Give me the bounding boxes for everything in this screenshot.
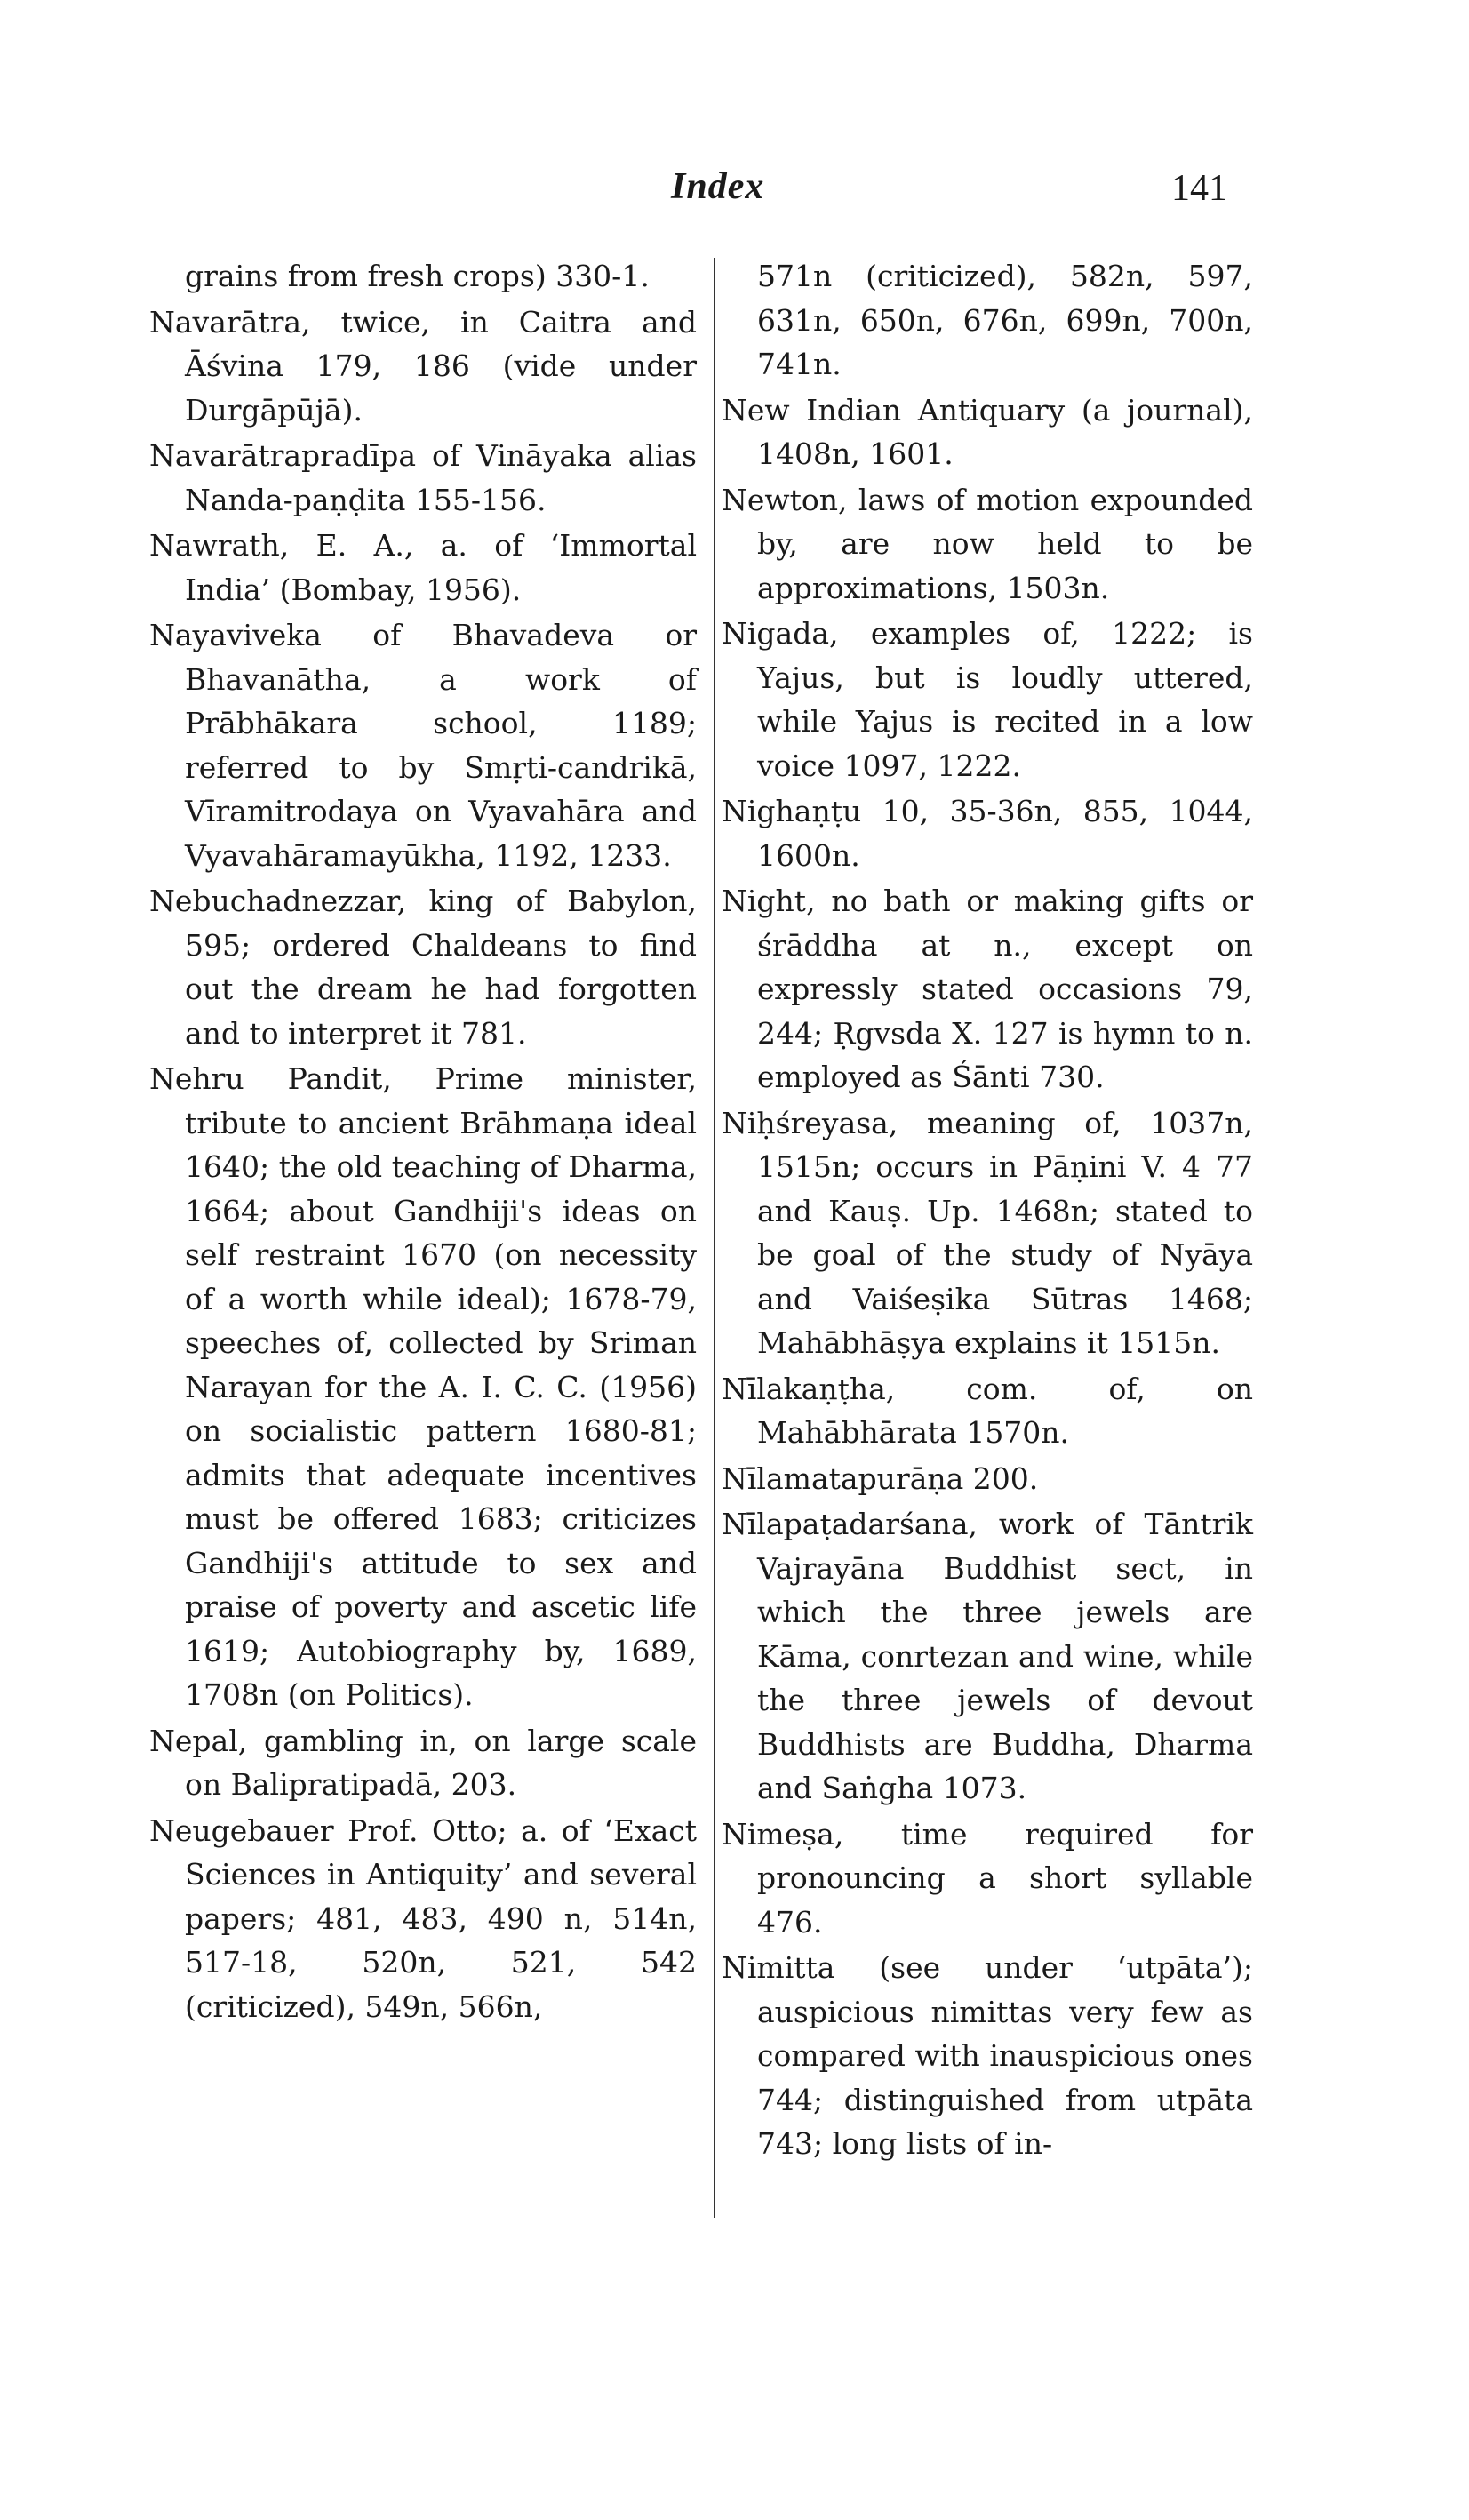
index-entry: Navarātra, twice, in Caitra and Āśvina 179, 186 (vide under Durgāpūjā).: [149, 304, 697, 428]
index-entry: Nawrath, E. A., a. of ‘Immortal India’ (Bombay, 1956).: [149, 528, 697, 607]
index-entry: Navarātrapradīpa of Vināyaka alias Nanda-paṇḍita 155-156.: [149, 438, 697, 517]
index-entry: Newton, laws of motion expounded by, are now held to be approximations, 1503n.: [722, 482, 1253, 605]
running-head-title: Index: [671, 166, 765, 207]
index-entry: Nīlamatapurāṇa 200.: [722, 1460, 1039, 1496]
index-entry: Nimeṣa, time required for pronouncing a short syllable 476.: [722, 1816, 1253, 1940]
index-entry: Nehru Pandit, Prime minister, tribute to ancient Brāhmaṇa ideal 1640; the old teaching of Dharma, 1664; about Gandhiji's ideas on self restraint 1670 (on necessity of a worth while ideal); 1678-79, speeches of, collected by Sriman Narayan for the A. I. C. C. (1956) on socialistic pattern 1680-81; admits that adequate incentives must be offered 1683; criticizes Gandhiji's attitude to sex and praise of poverty and ascetic life 1619; Autobiography by, 1689, 1708n (on Politics).: [149, 1061, 697, 1712]
index-entry: Nepal, gambling in, on large scale on Balipratipadā, 203.: [149, 1723, 697, 1802]
index-entry: Neugebauer Prof. Otto; a. of ‘Exact Sciences in Antiquity’ and several papers; 481, 483, 490 n, 514n, 517-18, 520n, 521, 542 (criticized), 549n, 566n,: [149, 1812, 697, 2024]
index-entry: Nebuchadnezzar, king of Babylon, 595; ordered Chaldeans to find out the dream he had forgotten and to interpret it 781.: [149, 884, 697, 1051]
index-entry: Nighaṇṭu 10, 35-36n, 855, 1044, 1600n.: [722, 794, 1253, 873]
index-entry: Nīlapaṭadarśana, work of Tāntrik Vajrayāna Buddhist sect, in which the three jewels are Kāma, conrtezan and wine, while the three jewels of devout Buddhists are Buddha, Dharma and Saṅgha 1073.: [722, 1507, 1253, 1805]
index-entry: Nimitta (see under ‘utpāta’); auspicious nimittas very few as compared with inauspicious ones 744; distinguished from utpāta 743; long lists of in-: [722, 1950, 1253, 2161]
index-entry: grains from fresh crops) 330-1.: [185, 259, 650, 293]
index-column-left: [149, 254, 697, 2030]
index-entry: Nīlakaṇṭha, com. of, on Mahābhārata 1570n.: [722, 1371, 1253, 1450]
index-entry: New Indian Antiquary (a journal), 1408n, 1601.: [722, 392, 1253, 471]
index-entry: Night, no bath or making gifts or śrāddha at n., except on expressly stated occasions 79, 244; Ṛgvsda X. 127 is hymn to n. employed as Śānti 730.: [722, 884, 1253, 1094]
index-column-right: [722, 254, 1253, 2168]
column-divider: [714, 258, 715, 2218]
index-entry: Nigada, examples of, 1222; is Yajus, but is loudly uttered, while Yajus is recited in a low voice 1097, 1222.: [722, 616, 1253, 783]
index-entry: Niḥśreyasa, meaning of, 1037n, 1515n; occurs in Pāṇini V. 4 77 and Kauṣ. Up. 1468n; stated to be goal of the study of Nyāya and Vaiśeṣika Sūtras 1468; Mahābhāṣya explains it 1515n.: [722, 1105, 1253, 1360]
page-number: 141: [1171, 168, 1227, 209]
index-entry: 571n (criticized), 582n, 597, 631n, 650n, 676n, 699n, 700n, 741n.: [757, 259, 1253, 381]
index-entry: Nayaviveka of Bhavadeva or Bhavanātha, a work of Prābhākara school, 1189; referred to by Smṛti-candrikā, Vīramitrodaya on Vyavahāra and Vyavahāramayūkha, 1192, 1233.: [149, 618, 697, 873]
running-head: [0, 165, 1469, 228]
